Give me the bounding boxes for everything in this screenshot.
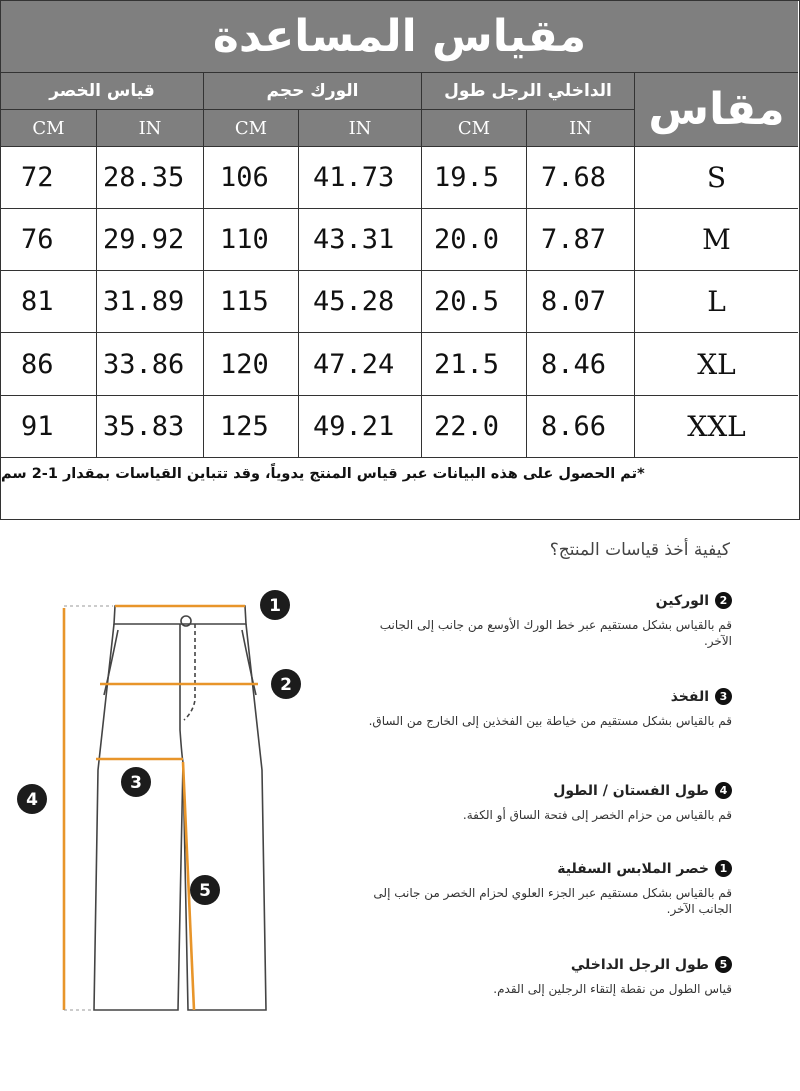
cell-inseam-in: 7.87 — [527, 209, 635, 271]
measurement-note: *تم الحصول على هذه البيانات عبر قياس المنتج يدوياً، وقد تتباين القياسات بمقدار 1-2 سم — [1, 466, 645, 482]
cell-inseam-cm: 20.5 — [422, 271, 527, 333]
instruction-text: قم بالقياس بشكل مستقيم من خياطة بين الفخذين إلى الخارج من الساق. — [368, 714, 732, 728]
instruction-hips — [362, 592, 732, 649]
cell-size: XXL — [635, 396, 798, 458]
cell-waist-cm: 86 — [1, 333, 97, 396]
cell-size: XL — [635, 333, 798, 396]
cell-waist-in: 35.83 — [97, 396, 204, 458]
cell-inseam-cm: 20.0 — [422, 209, 527, 271]
cell-hip-cm: 125 — [204, 396, 299, 458]
cell-inseam-in: 8.46 — [527, 333, 635, 396]
cell-waist-cm: 72 — [1, 147, 97, 209]
size-column-header: مقاس — [635, 73, 798, 147]
svg-text:2: 2 — [280, 675, 292, 695]
instruction-heading: الوركين — [655, 592, 709, 609]
cell-size: L — [635, 271, 798, 333]
number-badge-icon: 3 — [715, 688, 732, 705]
cell-waist-cm: 81 — [1, 271, 97, 333]
pants-outline-icon — [94, 606, 266, 1010]
chart-title-bar — [1, 1, 798, 73]
cell-hip-in: 45.28 — [299, 271, 422, 333]
chart-title: مقياس المساعدة — [212, 11, 587, 62]
instruction-text: قم بالقياس بشكل مستقيم عبر خط الورك الأوسع من جانب إلى الجانب الآخر. — [379, 618, 732, 648]
cell-hip-cm: 110 — [204, 209, 299, 271]
instruction-text: قم بالقياس بشكل مستقيم عبر الجزء العلوي لحزام الخصر من جانب إلى الجانب الآخر. — [373, 886, 732, 916]
marker-3-icon — [121, 767, 151, 797]
cell-waist-cm: 91 — [1, 396, 97, 458]
cell-inseam-cm: 21.5 — [422, 333, 527, 396]
cell-waist-in: 28.35 — [97, 147, 204, 209]
size-chart-table — [0, 0, 800, 520]
cell-size: M — [635, 209, 798, 271]
how-to-measure-section — [0, 520, 800, 1091]
number-badge-icon: 5 — [715, 956, 732, 973]
marker-1-icon — [260, 590, 290, 620]
instruction-waist — [362, 860, 732, 917]
hip-group-header: الورك حجم — [204, 73, 422, 110]
instruction-heading: خصر الملابس السفلية — [557, 860, 709, 877]
marker-4-icon — [17, 784, 47, 814]
cell-waist-cm: 76 — [1, 209, 97, 271]
instruction-heading: طول الفستان / الطول — [553, 782, 709, 799]
how-to-title: كيفية أخذ قياسات المنتج؟ — [549, 540, 730, 560]
cell-inseam-in: 8.07 — [527, 271, 635, 333]
unit-header-waist-cm: CM — [1, 110, 97, 147]
instruction-thigh — [362, 688, 732, 729]
unit-header-inseam-cm: CM — [422, 110, 527, 147]
unit-header-hip-in: IN — [299, 110, 422, 147]
svg-text:4: 4 — [26, 790, 38, 810]
cell-inseam-in: 7.68 — [527, 147, 635, 209]
instruction-length — [362, 782, 732, 823]
cell-hip-cm: 115 — [204, 271, 299, 333]
number-badge-icon: 4 — [715, 782, 732, 799]
cell-inseam-cm: 22.0 — [422, 396, 527, 458]
cell-hip-in: 43.31 — [299, 209, 422, 271]
cell-hip-cm: 106 — [204, 147, 299, 209]
instruction-inseam — [362, 956, 732, 997]
cell-size: S — [635, 147, 798, 209]
cell-inseam-in: 8.66 — [527, 396, 635, 458]
cell-waist-in: 33.86 — [97, 333, 204, 396]
marker-5-icon — [190, 875, 220, 905]
cell-hip-in: 47.24 — [299, 333, 422, 396]
unit-header-hip-cm: CM — [204, 110, 299, 147]
pants-measurement-diagram — [0, 580, 320, 1050]
waist-group-header: قياس الخصر — [1, 73, 204, 110]
svg-text:1: 1 — [269, 596, 281, 616]
cell-hip-cm: 120 — [204, 333, 299, 396]
instruction-heading: طول الرجل الداخلي — [570, 956, 709, 973]
cell-inseam-cm: 19.5 — [422, 147, 527, 209]
cell-hip-in: 41.73 — [299, 147, 422, 209]
number-badge-icon: 2 — [715, 592, 732, 609]
measurement-lines — [64, 606, 258, 1010]
cell-hip-in: 49.21 — [299, 396, 422, 458]
unit-header-inseam-in: IN — [527, 110, 635, 147]
marker-2-icon — [271, 669, 301, 699]
cell-waist-in: 29.92 — [97, 209, 204, 271]
unit-header-waist-in: IN — [97, 110, 204, 147]
svg-text:3: 3 — [130, 773, 142, 793]
cell-waist-in: 31.89 — [97, 271, 204, 333]
inseam-group-header: الداخلي الرجل طول — [422, 73, 635, 110]
instruction-text: قم بالقياس من حزام الخصر إلى فتحة الساق أو الكفة. — [462, 808, 732, 822]
instruction-heading: الفخذ — [670, 688, 709, 705]
instruction-text: قياس الطول من نقطة إلتقاء الرجلين إلى القدم. — [493, 982, 732, 996]
number-badge-icon: 1 — [715, 860, 732, 877]
svg-text:5: 5 — [199, 881, 211, 901]
